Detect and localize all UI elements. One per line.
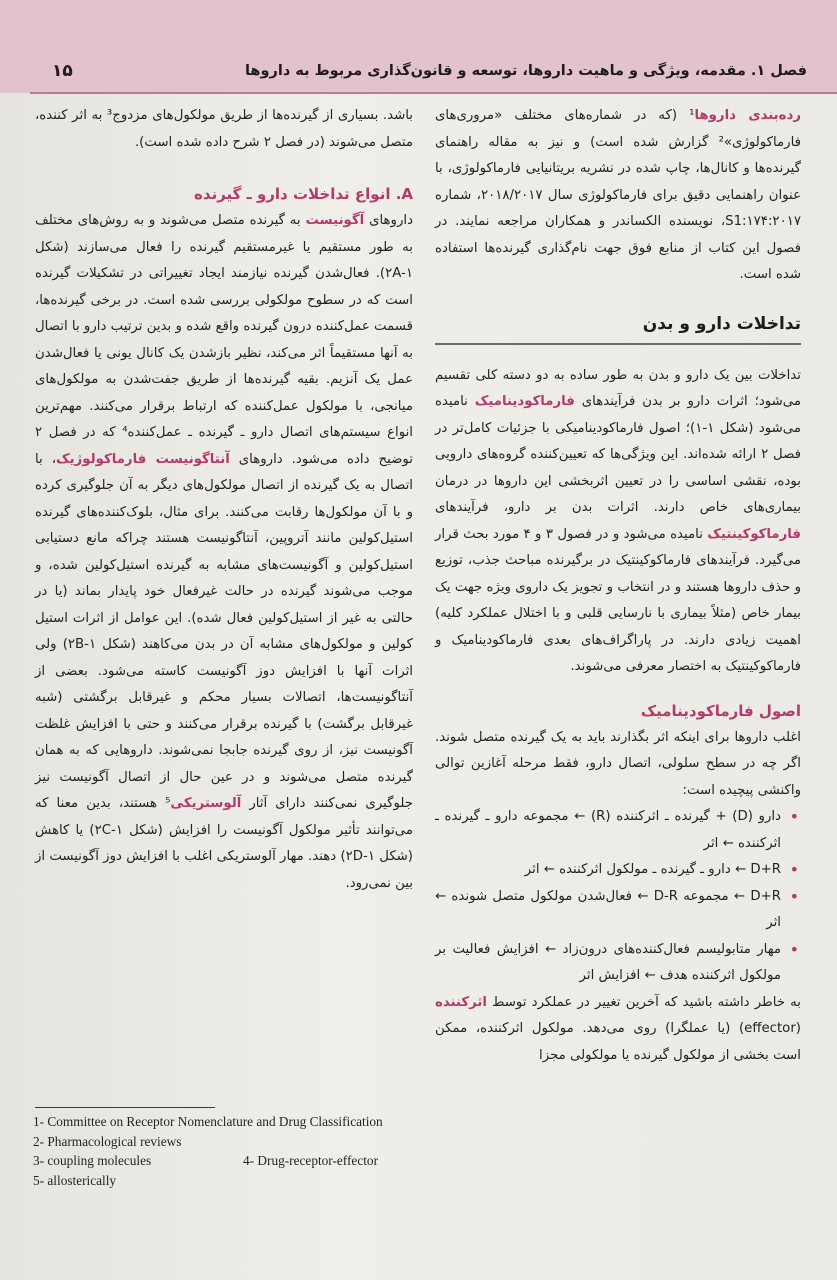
footnote-3: 3- coupling molecules — [33, 1153, 152, 1168]
list-item: • D+R ← دارو ـ گیرنده ـ مولکول اثرکننده ← اثر — [435, 857, 801, 884]
subsection-title: اصول فارماکودینامیک — [640, 701, 801, 720]
footnote-rule — [35, 1107, 215, 1108]
footnote-row — [33, 1151, 378, 1171]
interaction-paragraph — [35, 208, 413, 897]
para-text-a: داروهای — [364, 213, 413, 228]
para-text-c: ، با اتصال به یک گیرنده از اتصال مولکول‌های دیگر به آن جلوگیری کرده و با آن مولکول‌ها رقابت می‌کنند. برای مثال، بلوک‌کننده‌های گیرنده استیل‌کولین مانند آتروپین، آنتاگونیست هستند چراکه مانع دستیابی استیل‌کولین و آگونیست‌های مشابه به گیرنده استیل‌کولین شده، و موجب می‌شوند گیرنده در حالت غیرفعال خود پایدار بماند (یا در حالتی به غیر از استیل‌کولین فعال شده). این عوامل از اثرات استیل کولین و مولکول‌های مشابه آن در بدن می‌کاهند (شکل ۲B-۱) ولی اثرات آنها با افزایش دوز آگونیست کاسته می‌شود. بعضی از آنتاگونیست‌ها، اتصالات بسیار محکم و غیرقابل برگشتی (شبه غیرقابل برگشت) با گیرنده برقرار می‌کنند و حتی با افزایش غلظت آگونیست نیز، از روی گیرنده جابجا نمی‌شوند. داروهایی که به همان گیرنده متصل می‌شوند و در عین حال از اتصال آگونیست نیز جلوگیری نمی‌کنند دارای آثار — [35, 451, 413, 811]
intro-paragraph — [435, 103, 801, 289]
subsection-paragraph: اغلب داروها برای اینکه اثر بگذارند باید به یک گیرنده متصل شوند. اگر چه در سطح سلولی، اتصال دارو، فقط مرحله آغازین توالی واکنشی پیچیده است: — [435, 729, 801, 798]
footnote-2: 2- Pharmacological reviews — [33, 1133, 182, 1149]
section-text-b: نامیده می‌شود (شکل ۱-۱)؛ اصول فارماکودینامیکی با جزئیات کامل‌تر در فصل ۲ ارائه شده‌اند. این ویژگی‌ها که تعیین‌کننده گروه‌های دارویی بوده، نقشی اساسی را در تعیین اثربخشی این داروها در درمان بیماری‌های خاص دارند. اثرات بدن بر دارو، فرآیندهای — [435, 394, 802, 515]
term-agonist: آگونیست — [305, 213, 365, 228]
left-column — [35, 103, 413, 897]
term-effector: اثرکننده — [435, 994, 487, 1010]
effector-text-a: به خاطر داشته باشید که آخرین تغییر در عملکرد توسط — [486, 994, 801, 1010]
reaction-list — [435, 804, 801, 990]
para-text-d: ⁵ هستند، بدین معنا که می‌توانند تأثیر مولکول آگونیست را افزایش (شکل ۲C-۱) یا کاهش (شکل ۲D-۱) دهند. مهار آلوستریکی اغلب با افزایش دوز آگونیست از بین نمی‌رود. — [35, 796, 413, 891]
footnote-5: 5- allosterically — [33, 1172, 117, 1188]
continuation-paragraph: باشد. بسیاری از گیرنده‌ها از طریق مولکول‌های مزدوج³ به اثر کننده، متصل می‌شوند (در فصل ۲ شرح داده شده است). — [35, 108, 413, 150]
section-text-a: تداخلات بین یک دارو و بدن به طور ساده به دو دسته کلی تقسیم می‌شود؛ اثرات دارو بر بدن فرآیندهای — [435, 367, 801, 409]
term-pharmacodynamics: فارماکودینامیک — [474, 394, 575, 409]
intro-text: ¹ (که در شماره‌های مختلف «مروری‌های فارماکولوژی»² گزارش شده است) و نیز به مقاله راهنمای گیرنده‌ها و کانال‌ها، چاپ شده در نشریه بریتانیایی فارماکولوژی، با عنوان راهنمایی دقیق برای فارماکولوژی سال ۲۰۱۸/۲۰۱۷، شماره S1:۱۷۴:۲۰۱۷، نویسنده الکساندر و همکاران مراجعه نمایند. در فصول این کتاب از منابع فوق جهت نام‌گذاری گیرنده‌ها استفاده شده است. — [435, 108, 802, 282]
effector-paragraph — [435, 990, 801, 1070]
page-number: ۱۵ — [52, 61, 73, 81]
intro-highlight: رده‌بندی داروها — [694, 108, 802, 123]
footnotes — [33, 1112, 413, 1190]
section-text-c: نامیده می‌شود و در فصول ۳ و ۴ مورد بحث قرار می‌گیرد. فرآیندهای فارماکوکینتیک در برگیرنده مباحث جذب، توزیع و حذف داروها هستند و در انتخاب و تجویز یک داروی ویژه جهت یک بیمار خاص (مثلاً بیماری با نارسایی قلبی و با اختلال عملکرد کلیه) اهمیت زیادی دارند. در پاراگراف‌های بعدی فارماکودینامیک و فارماکوکینتیک به اختصار معرفی می‌شوند. — [435, 526, 801, 674]
subsection-title-a: A. انواع تداخلات دارو ـ گیرنده — [194, 185, 413, 203]
term-allosteric: آلوستریکی — [170, 796, 242, 811]
footnote-4: 4- Drug-receptor-effector — [243, 1153, 378, 1168]
list-item: • مهار متابولیسم فعال‌کننده‌های درون‌زاد ← افزایش فعالیت بر مولکول اثرکننده هدف ← افزایش اثر — [435, 937, 801, 990]
para-text-b: به گیرنده متصل می‌شوند و به روش‌های مختلف به طور مستقیم یا غیرمستقیم گیرنده را فعال می‌سازند (شکل ۲A-۱). فعال‌شدن گیرنده نیازمند ایجاد تغییراتی در تشکیلات گیرنده است که در سطوح مولکولی بررسی شده است. در برخی گیرنده‌ها، قسمت عمل‌کننده درون گیرنده واقع شده و بدین ترتیب دارو با اتصال به آنها مستقیماً اثر می‌کند، نظیر بازشدن یک کانال یونی یا فعال‌شدن عمل یک آنزیم. بقیه گیرنده‌ها از طریق جفت‌شدن به مولکول‌های میانجی، با مولکول عمل‌کننده که ارتباط برقرار می‌کنند. مهم‌ترین انواع سیستم‌های اتصال دارو ـ گیرنده ـ عمل‌کننده⁴ که در فصل ۲ توضیح داده می‌شود. داروهای — [35, 213, 413, 467]
effector-text-b: (effector) (یا عملگرا) روی می‌دهد. مولکول اثرکننده، ممکن است بخشی از مولکول گیرنده یا مولکولی مجزا — [435, 1021, 801, 1063]
term-pharmacokinetics: فارماکوکینتیک — [707, 526, 801, 542]
term-antagonist: آنتاگونیست فارماکولوژیک — [56, 451, 230, 467]
list-item: • D+R ← مجموعه D-R ← فعال‌شدن مولکول متصل شونده ← اثر — [435, 884, 801, 937]
header-rule — [30, 92, 837, 94]
section-rule — [435, 343, 801, 345]
right-column — [435, 103, 801, 1069]
section-paragraph — [435, 363, 801, 681]
section-title: تداخلات دارو و بدن — [642, 313, 801, 334]
chapter-title: فصل ۱. مقدمه، ویژگی و ماهیت داروها، توسعه و قانون‌گذاری مربوط به داروها — [244, 63, 807, 79]
footnote-1: 1- Committee on Receptor Nomenclature and Drug Classification — [33, 1114, 383, 1129]
page-header — [0, 0, 837, 93]
list-item: • دارو (D) + گیرنده ـ اثرکننده (R) ← مجموعه دارو ـ گیرنده ـ اثرکننده ← اثر — [435, 804, 801, 857]
